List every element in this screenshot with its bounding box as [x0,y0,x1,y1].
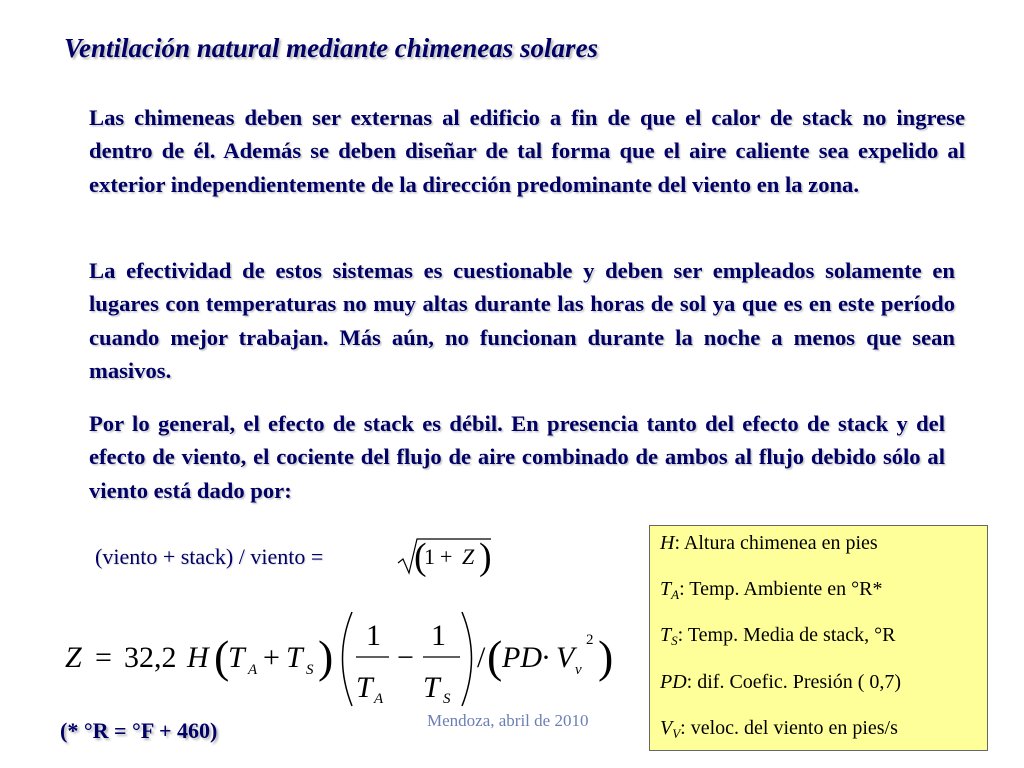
legend-symbol: T [660,578,672,601]
paragraph-stack-effect: Por lo general, el efecto de stack es débil. En presencia tanto del efecto de stack y del efecto de viento, el cociente del flujo de aire combinado de ambos al flujo debido sólo al viento está dado por: [89,411,945,503]
close-paren-1: ) [318,631,334,682]
legend-text: : Temp. Ambiente en °R* [679,578,883,601]
sqrt-expression [398,536,492,578]
legend-text: : dif. Coefic. Presión ( 0,7) [686,670,902,693]
equals-sign: = [95,641,112,674]
z-symbol: Z [65,641,82,674]
legend-item [660,578,987,624]
legend-item [660,671,987,717]
sqrt-one: 1 [424,544,435,569]
ts-symbol: T [286,641,303,674]
legend-subscript: A [671,587,680,603]
ratio-formula-label: (viento + stack) / viento = [95,544,324,569]
dot-operator: · [541,641,551,674]
sqrt-z: Z [462,544,475,569]
z-formula [65,612,613,707]
h-symbol: H [187,641,209,674]
sqrt-close-paren: ) [479,536,492,578]
legend-item [660,532,987,578]
frac2-ts: T [423,671,440,704]
legend-text: : veloc. del viento en pies/s [680,716,898,739]
sqrt-plus: + [440,544,453,569]
paragraph-effectiveness: La efectividad de estos sistemas es cuestionable y deben ser empleados solamente en lugares con temperaturas no muy altas durante las horas de sol ya que es en este período cuando mejor trabajan. Más aún, no funcionan durante la noche a menos que sean masivos. [89,258,955,383]
open-paren-1: ( [214,631,230,682]
plus-sign: + [263,641,280,674]
sqrt-open-paren: ( [414,536,427,578]
pd-symbol: PD [502,641,542,674]
legend-symbol: V [660,716,673,739]
variable-legend [649,525,988,751]
legend-symbol: PD [660,670,687,693]
v-exponent: 2 [586,632,594,648]
frac1-ta-sub: A [374,691,384,707]
frac2-numerator: 1 [431,619,446,652]
division-slash: / [477,641,486,674]
big-close-paren [462,612,472,706]
ta-subscript: A [248,662,258,678]
ts-subscript: S [306,662,314,678]
legend-subscript: V [672,725,681,741]
big-open-paren [343,612,353,706]
v-subscript: v [575,662,582,678]
legend-item [660,624,987,670]
legend-symbol: T [660,624,672,647]
slide-credit: Mendoza, abril de 2010 [427,711,589,730]
ta-symbol: T [228,641,245,674]
legend-item [660,717,987,763]
frac1-ta: T [356,671,373,704]
open-paren-2: ( [487,631,503,682]
frac2-ts-sub: S [443,691,451,707]
v-symbol: V [556,641,575,674]
legend-subscript: S [671,633,678,649]
paragraph-chimney-placement: Las chimeneas deben ser externas al edificio a fin de que el calor de stack no ingrese dentro de él. Además se deben diseñar de tal forma que el aire caliente sea expelido al exterior independientemente de la dirección predominante del viento en la zona. [89,105,965,197]
legend-text: : Temp. Media de stack, °R [677,624,896,647]
rankine-footnote: (* °R = °F + 460) [60,718,218,743]
minus-sign: − [397,641,414,674]
legend-text: : Altura chimenea en pies [674,532,878,554]
frac1-numerator: 1 [366,619,381,652]
legend-symbol: H [660,532,675,554]
slide-title: Ventilación natural mediante chimeneas solares [64,33,599,63]
coefficient: 32,2 [124,641,177,674]
close-paren-2: ) [598,631,614,682]
